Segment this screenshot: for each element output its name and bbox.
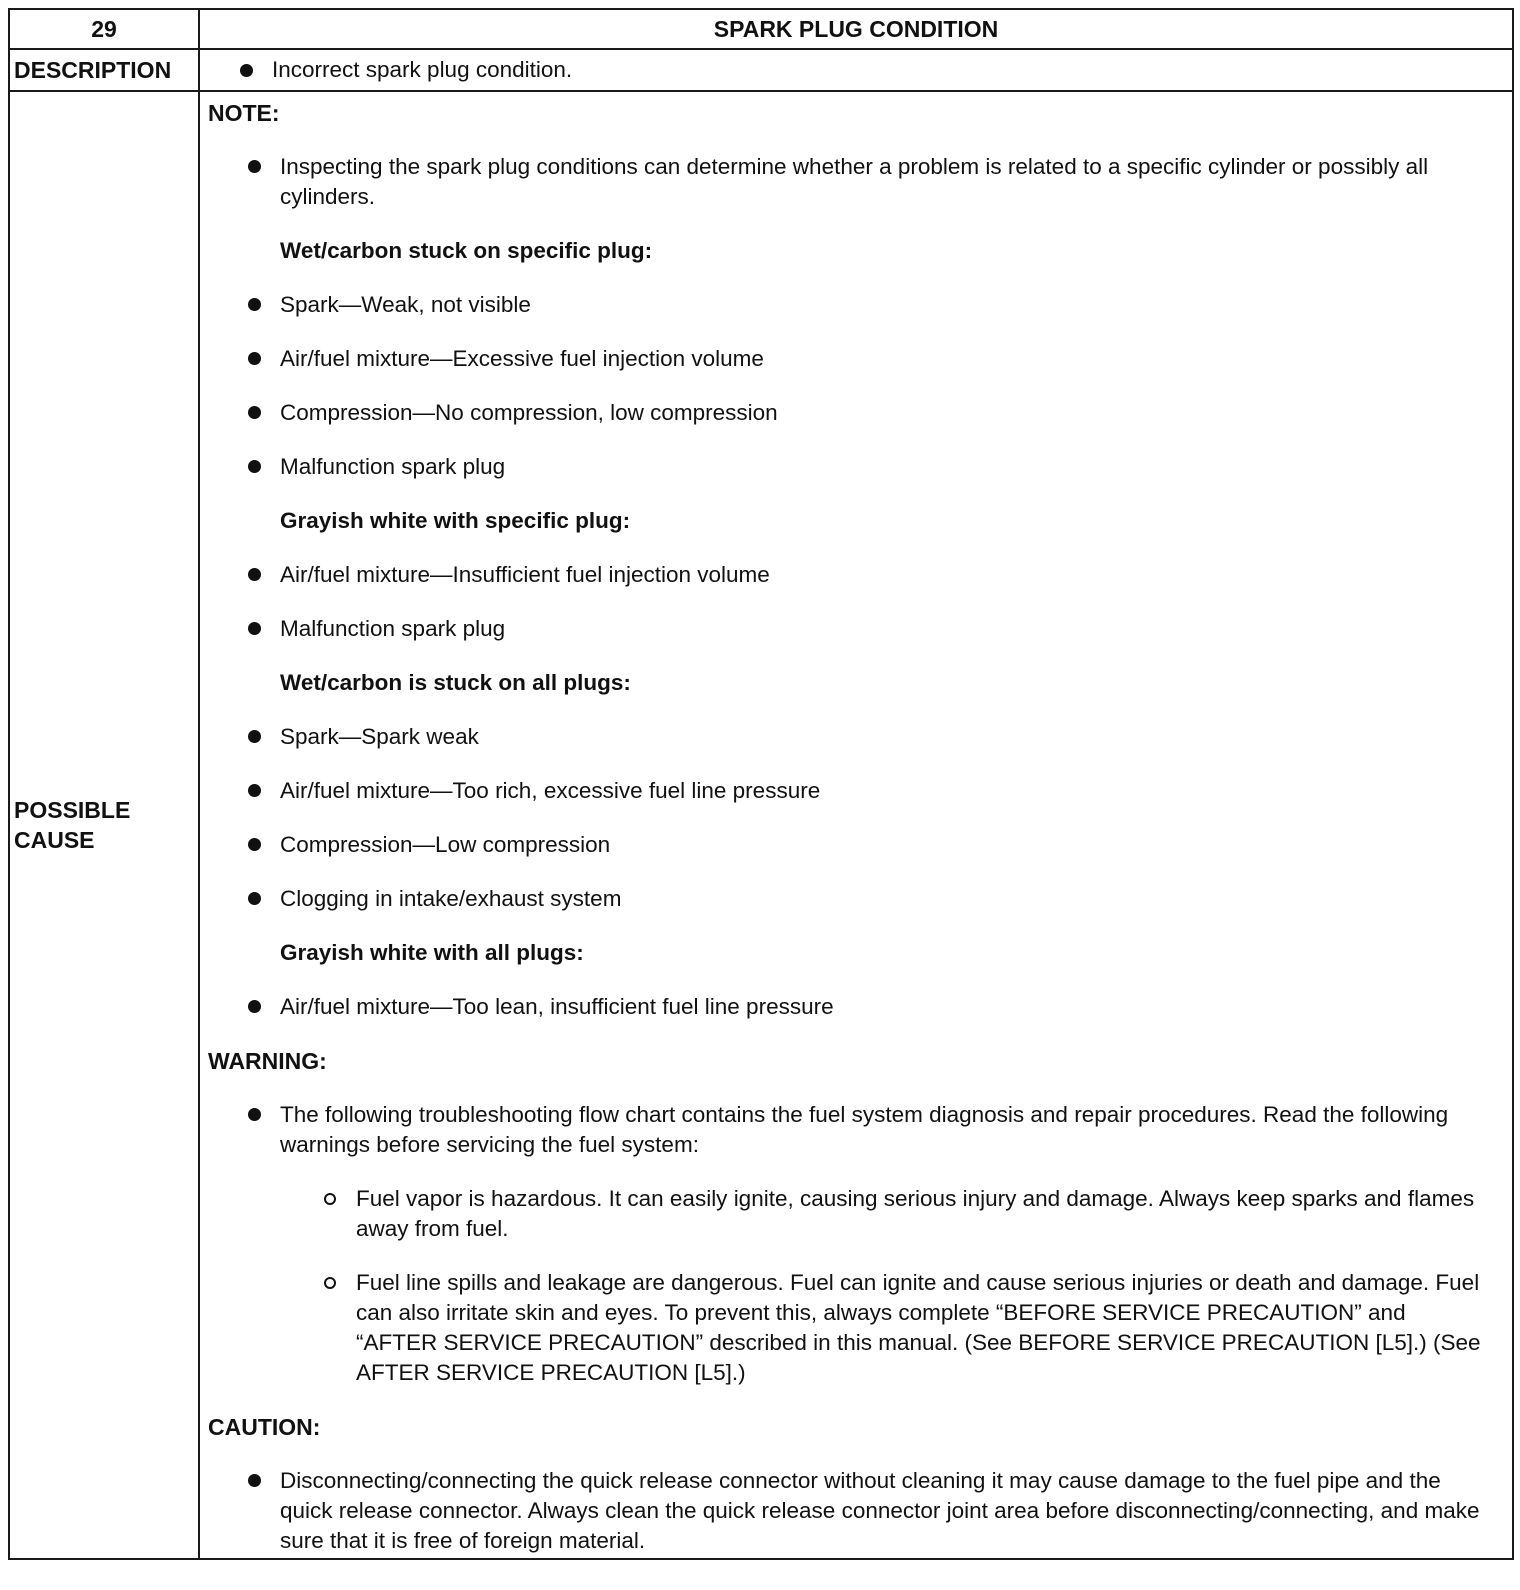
list-item xyxy=(280,614,1492,644)
list-item xyxy=(280,722,1492,752)
list-item xyxy=(356,1268,1492,1388)
list-item xyxy=(280,1466,1492,1556)
note-list xyxy=(208,152,1492,212)
possible-cause-content xyxy=(199,91,1513,1559)
description-label: DESCRIPTION xyxy=(9,49,199,91)
list-item xyxy=(280,344,1492,374)
list-item xyxy=(356,1184,1492,1244)
list-item xyxy=(280,452,1492,482)
bullet-icon xyxy=(248,622,261,635)
description-cell xyxy=(199,49,1513,91)
item-text: Fuel vapor is hazardous. It can easily ignite, causing serious injury and damage. Always keep sparks and flames away from fuel. xyxy=(356,1186,1475,1241)
bullet-icon xyxy=(240,64,253,77)
list-item xyxy=(280,776,1492,806)
possible-cause-label-line2: CAUSE xyxy=(14,827,95,853)
group-heading: Wet/carbon is stuck on all plugs: xyxy=(280,670,631,695)
item-text: Compression—Low compression xyxy=(280,832,611,857)
bullet-icon xyxy=(248,160,261,173)
item-text: Compression—No compression, low compression xyxy=(280,400,778,425)
group-heading: Wet/carbon stuck on specific plug: xyxy=(280,238,653,263)
item-text: Malfunction spark plug xyxy=(280,616,506,641)
list-item xyxy=(280,290,1492,320)
bullet-icon xyxy=(248,838,261,851)
item-text: Malfunction spark plug xyxy=(280,454,506,479)
list-item xyxy=(280,830,1492,860)
group-heading: Grayish white with specific plug: xyxy=(280,508,631,533)
item-text: Air/fuel mixture—Insufficient fuel injection volume xyxy=(280,562,770,587)
note-title: NOTE: xyxy=(208,100,280,126)
group-list xyxy=(208,722,1492,914)
caution-list xyxy=(208,1466,1492,1556)
group-list xyxy=(208,560,1492,644)
bullet-icon xyxy=(248,1108,261,1121)
warning-sublist xyxy=(208,1184,1492,1388)
item-text: Air/fuel mixture—Excessive fuel injection volume xyxy=(280,346,764,371)
group-heading: Grayish white with all plugs: xyxy=(280,940,584,965)
bullet-icon xyxy=(248,460,261,473)
list-item xyxy=(280,398,1492,428)
warning-title: WARNING: xyxy=(208,1048,327,1074)
bullet-icon xyxy=(248,1000,261,1013)
list-item xyxy=(280,560,1492,590)
item-text: Clogging in intake/exhaust system xyxy=(280,886,622,911)
item-text: Fuel line spills and leakage are dangerous. Fuel can ignite and cause serious injuries or death and damage. Fuel can also irritate skin and eyes. To prevent this, always complete “BEFORE SERVICE PRECAUTION” and “AFTER SERVICE PRECAUTION” described in this manual. (See BEFORE SERVICE PRECAUTION [L5].) (See AFTER SERVICE PRECAUTION [L5].) xyxy=(356,1270,1481,1385)
procedure-number: 29 xyxy=(9,9,199,49)
bullet-icon xyxy=(248,730,261,743)
possible-cause-label xyxy=(9,91,199,1559)
header-row xyxy=(9,9,1513,49)
item-text: Air/fuel mixture—Too lean, insufficient fuel line pressure xyxy=(280,994,834,1019)
caution-text: Disconnecting/connecting the quick release connector without cleaning it may cause damage to the fuel pipe and the quick release connector. Always clean the quick release connector joint area before disconnecting/connecting, and make sure that it is free of foreign material. xyxy=(280,1468,1480,1553)
item-text: Spark—Spark weak xyxy=(280,724,479,749)
bullet-icon xyxy=(248,298,261,311)
group-list xyxy=(208,290,1492,482)
bullet-icon xyxy=(248,406,261,419)
description-row xyxy=(9,49,1513,91)
bullet-icon xyxy=(248,352,261,365)
list-item xyxy=(280,1100,1492,1160)
item-text: Air/fuel mixture—Too rich, excessive fuel line pressure xyxy=(280,778,821,803)
group-list xyxy=(208,992,1492,1022)
bullet-icon xyxy=(248,568,261,581)
warning-list xyxy=(208,1100,1492,1160)
bullet-icon xyxy=(248,1474,261,1487)
procedure-title: SPARK PLUG CONDITION xyxy=(199,9,1513,49)
description-text: Incorrect spark plug condition. xyxy=(272,57,573,82)
note-intro: Inspecting the spark plug conditions can determine whether a problem is related to a specific cylinder or possibly all cylinders. xyxy=(280,154,1429,209)
item-text: Spark—Weak, not visible xyxy=(280,292,531,317)
bullet-icon xyxy=(248,784,261,797)
troubleshooting-sheet xyxy=(8,8,1512,1582)
possible-cause-row xyxy=(9,91,1513,1559)
list-item xyxy=(280,992,1492,1022)
circle-bullet-icon xyxy=(324,1193,336,1205)
caution-title: CAUTION: xyxy=(208,1414,321,1440)
bullet-icon xyxy=(248,892,261,905)
circle-bullet-icon xyxy=(324,1277,336,1289)
possible-cause-label-line1: POSSIBLE xyxy=(14,797,131,823)
warning-intro: The following troubleshooting flow chart contains the fuel system diagnosis and repair procedures. Read the following warnings before servicing the fuel system: xyxy=(280,1102,1449,1157)
spark-plug-table xyxy=(8,8,1514,1560)
list-item xyxy=(280,884,1492,914)
list-item xyxy=(280,152,1492,212)
